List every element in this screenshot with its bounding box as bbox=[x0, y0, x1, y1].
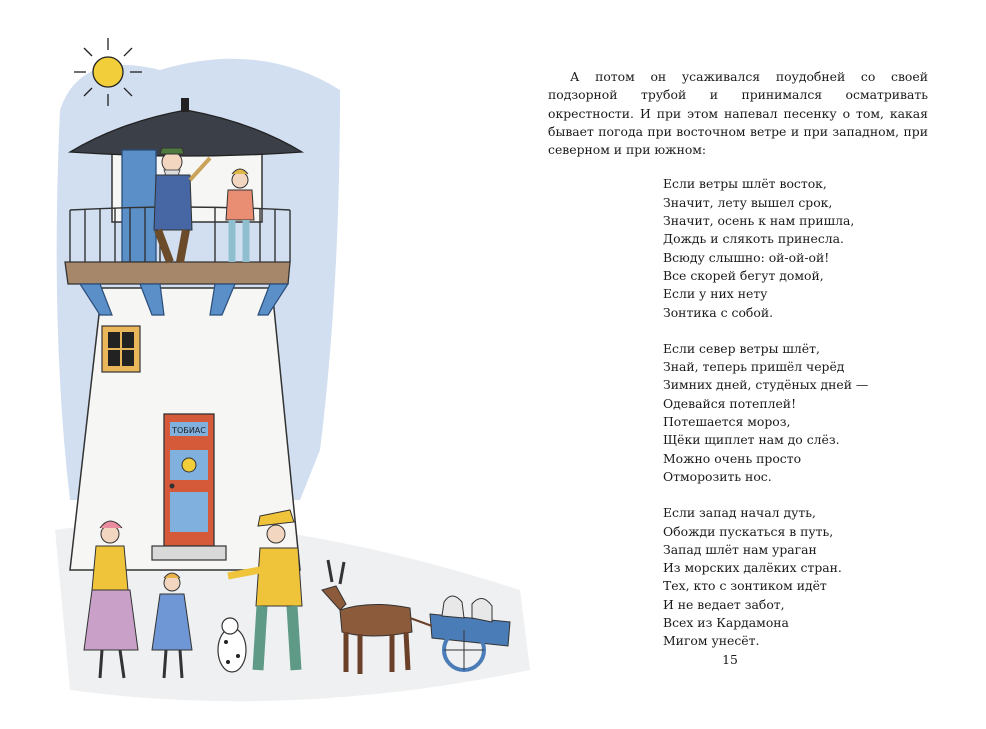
text-page bbox=[548, 68, 928, 669]
poem-line: Знай, теперь пришёл черёд bbox=[663, 359, 845, 375]
sun-icon bbox=[74, 38, 142, 106]
roof-tip bbox=[181, 98, 189, 112]
poem-line: Щёки щиплет нам до слёз. bbox=[663, 432, 840, 448]
stanza-1 bbox=[663, 175, 928, 321]
poem-line: Можно очень просто bbox=[663, 450, 802, 466]
stanza-2 bbox=[663, 340, 928, 486]
poem-line: Дождь и слякоть принесла. bbox=[663, 231, 844, 247]
poem-line: Значит, осень к нам пришла, bbox=[663, 213, 855, 229]
poem-line: Мигом унесёт. bbox=[663, 633, 760, 649]
poem-line: Обожди пускаться в путь, bbox=[663, 523, 834, 539]
intro-paragraph: А потом он усаживался поудобней со своей подзорной трубой и принимался осматривать окрестности. И при этом напевал песенку о том, какая бывает погода при восточном ветре и при западном, при северном и при южном: bbox=[548, 69, 928, 158]
poem-line: Всех из Кардамона bbox=[663, 615, 789, 631]
poem-line: Значит, лету вышел срок, bbox=[663, 194, 833, 210]
poem-line: Тех, кто с зонтиком идёт bbox=[663, 578, 827, 594]
poem-line: Всюду слышно: ой-ой-ой! bbox=[663, 249, 830, 265]
poem-line: Запад шлёт нам ураган bbox=[663, 541, 817, 557]
poem-line: Если запад начал дуть, bbox=[663, 505, 816, 521]
poem-line: Зонтика с собой. bbox=[663, 304, 774, 320]
balcony-floor bbox=[65, 262, 290, 284]
poem-line: Потешается мороз, bbox=[663, 414, 791, 430]
tower-door bbox=[164, 414, 214, 546]
page-number: 15 bbox=[722, 652, 738, 667]
poem-line: И не ведает забот, bbox=[663, 596, 785, 612]
tower-window bbox=[102, 326, 140, 372]
poem-line: Если ветры шлёт восток, bbox=[663, 176, 827, 192]
lighthouse-illustration bbox=[40, 30, 540, 710]
poem-line: Одевайся потеплей! bbox=[663, 395, 797, 411]
doorstep bbox=[152, 546, 226, 560]
balcony-door bbox=[122, 150, 156, 262]
poem bbox=[663, 175, 928, 650]
stanza-3 bbox=[663, 504, 928, 650]
poem-line: Если север ветры шлёт, bbox=[663, 340, 820, 356]
poem-line: Зимних дней, студёных дней — bbox=[663, 377, 869, 393]
poem-line: Все скорей бегут домой, bbox=[663, 267, 824, 283]
poem-line: Если у них нету bbox=[663, 286, 768, 302]
poem-line: Отморозить нос. bbox=[663, 468, 772, 484]
poem-line: Из морских далёких стран. bbox=[663, 560, 842, 576]
door-sign: ТОБИАС bbox=[172, 426, 206, 435]
